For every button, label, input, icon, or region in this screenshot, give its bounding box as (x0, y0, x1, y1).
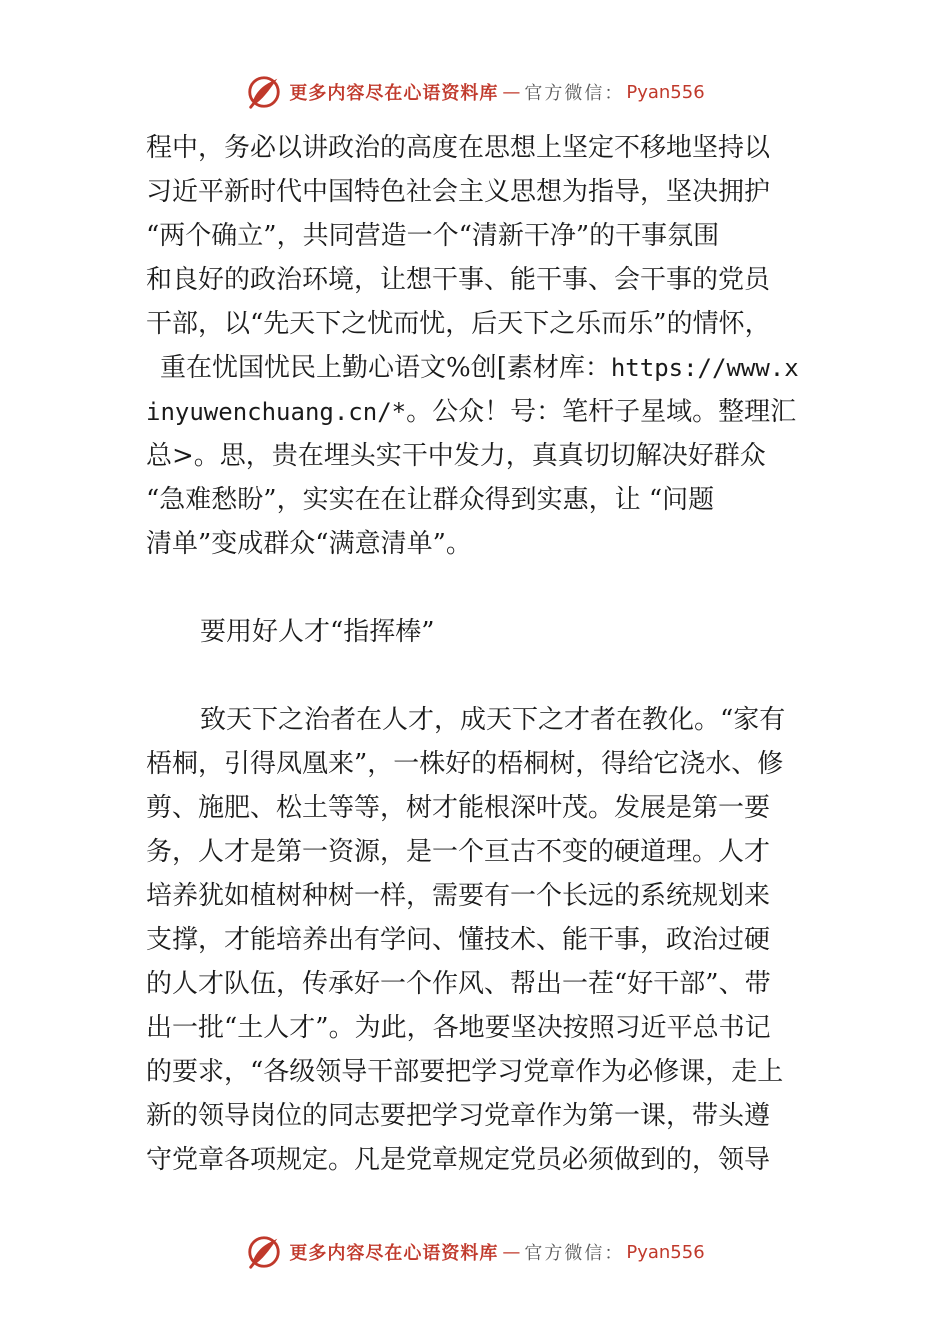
body-line: 总>。思，贵在埋头实干中发力，真真切切解决好群众 (146, 441, 766, 471)
body-line: 培养犹如植树种树一样，需要有一个长远的系统规划来 (146, 881, 771, 911)
body-line: “两个确立”，共同营造一个“清新干净”的干事氛围 (146, 221, 720, 251)
source-url-part: https://www.x (610, 354, 799, 382)
body-line: 的要求，“各级领导干部要把学习党章作为必修课，走上 (146, 1057, 784, 1087)
body-line: “急难愁盼”，实实在在让群众得到实惠，让 “问题 (146, 485, 715, 515)
body-line: 出一批“土人才”。为此，各地要坚决按照习近平总书记 (146, 1013, 771, 1043)
paragraph-gap (146, 566, 812, 610)
body-line: 剪、施肥、松土等等，树才能根深叶茂。发展是第一要 (146, 793, 771, 823)
header-banner (0, 72, 950, 112)
body-line: 的人才队伍，传承好一个作风、帮出一茬“好干部”、带 (146, 969, 771, 999)
body-line: 干部，以“先天下之忧而忧，后天下之乐而乐”的情怀， (146, 309, 771, 339)
banner-wechat-label: 官方微信： (524, 1243, 625, 1264)
document-body (146, 126, 812, 1182)
body-line: 清单”变成群众“满意清单”。 (146, 529, 472, 559)
banner-dash: — (502, 81, 521, 103)
footer-banner (0, 1232, 950, 1272)
body-line: 习近平新时代中国特色社会主义思想为指导，坚决拥护 (146, 177, 771, 207)
banner-wechat-id: Pyan556 (626, 81, 705, 103)
body-line (146, 390, 812, 434)
body-line (146, 346, 812, 390)
body-line: 梧桐，引得凤凰来”，一株好的梧桐树，得给它浇水、修 (146, 749, 784, 779)
body-line: 和良好的政治环境，让想干事、能干事、会干事的党员 (146, 265, 771, 295)
banner-wechat-id: Pyan556 (626, 1241, 705, 1263)
body-line: 支撑，才能培养出有学问、懂技术、能干事，政治过硬 (146, 925, 771, 955)
section-heading: 要用好人才“指挥棒” (200, 617, 435, 647)
body-line: 守党章各项规定。凡是党章规定党员必须做到的，领导 (146, 1145, 771, 1175)
logo-icon (245, 73, 283, 111)
logo-icon (245, 1233, 283, 1271)
banner-brand: 更多内容尽在心语资料库 (289, 1243, 499, 1264)
paragraph-gap (146, 654, 812, 698)
body-text: 。公众！号：笔杆子星域。整理汇 (406, 397, 797, 427)
body-text: 重在忧国忧民上勤心语文%创[素材库： (160, 353, 611, 383)
body-line: 务，人才是第一资源，是一个亘古不变的硬道理。人才 (146, 837, 771, 867)
body-line: 新的领导岗位的同志要把学习党章作为第一课，带头遵 (146, 1101, 771, 1131)
body-line: 致天下之治者在人才，成天下之才者在教化。“家有 (200, 705, 786, 735)
body-line: 程中，务必以讲政治的高度在思想上坚定不移地坚持以 (146, 133, 771, 163)
banner-wechat-label: 官方微信： (524, 83, 625, 104)
source-url-part: inyuwenchuang.cn/* (146, 398, 407, 426)
banner-dash: — (502, 1241, 521, 1263)
banner-brand: 更多内容尽在心语资料库 (289, 83, 499, 104)
